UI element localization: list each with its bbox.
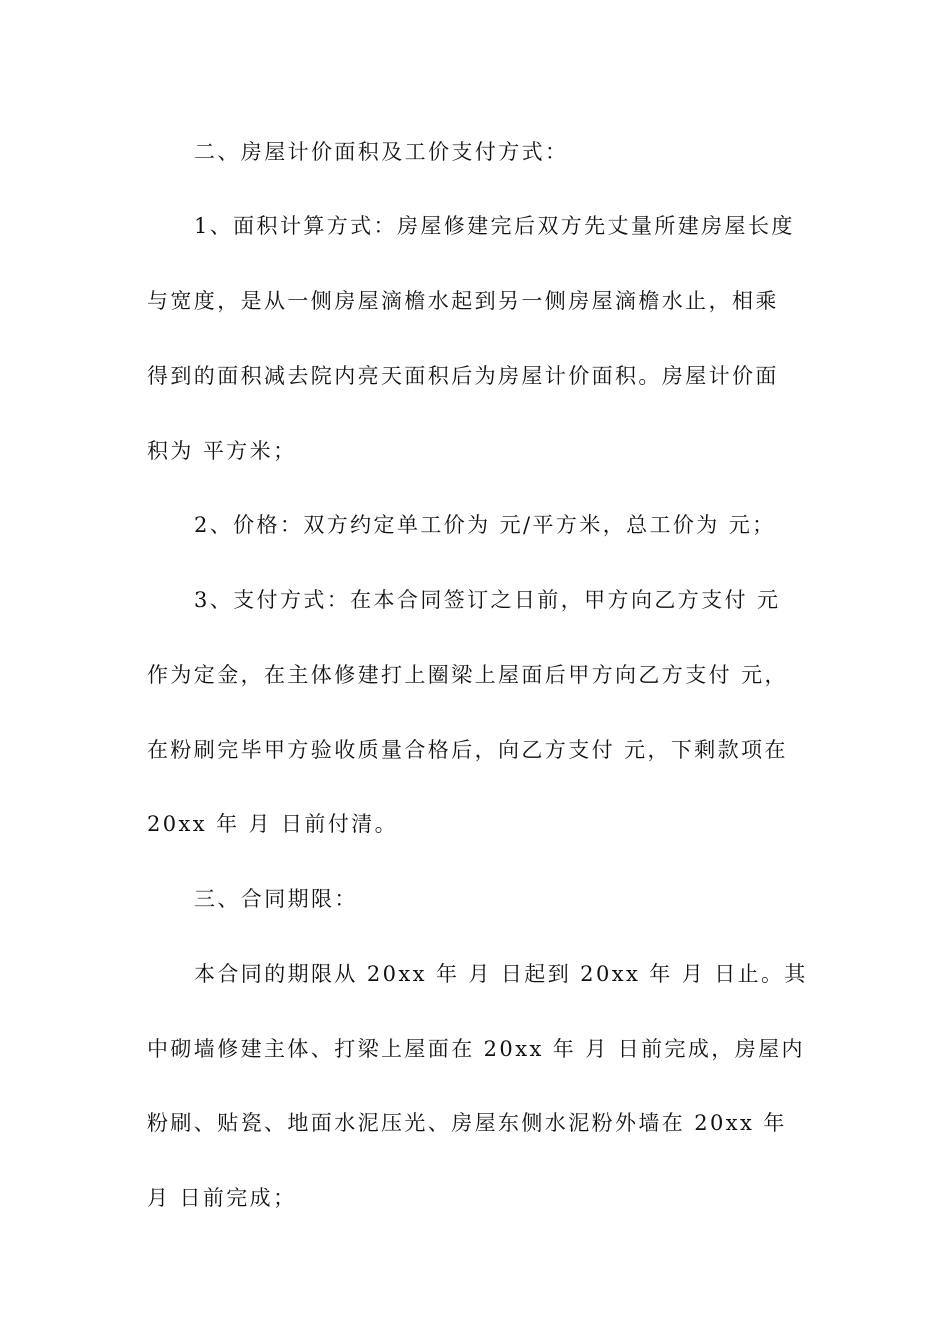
paragraph-line: 20xx 年 月 日前付清。 xyxy=(147,812,399,836)
paragraph-line: 得到的面积减去院内亮天面积后为房屋计价面积。房屋计价面 xyxy=(147,364,779,388)
paragraph-line: 在粉刷完毕甲方验收质量合格后，向乙方支付 元，下剩款项在 xyxy=(147,738,788,762)
paragraph-line: 积为 平方米； xyxy=(147,439,297,463)
paragraph-line: 中砌墙修建主体、打梁上屋面在 20xx 年 月 日前完成，房屋内 xyxy=(147,1037,805,1061)
paragraph-line: 作为定金，在主体修建打上圈梁上屋面后甲方向乙方支付 元， xyxy=(147,663,788,687)
paragraph-line: 2、价格：双方约定单工价为 元/平方米，总工价为 元； xyxy=(194,513,776,537)
section-heading-area-payment: 二、房屋计价面积及工价支付方式： xyxy=(194,140,569,164)
paragraph-line: 月 日前完成； xyxy=(147,1186,297,1210)
section-heading-contract-term: 三、合同期限： xyxy=(194,887,358,911)
paragraph-line: 1、面积计算方式：房屋修建完后双方先丈量所建房屋长度 xyxy=(194,214,795,238)
paragraph-line: 与宽度，是从一侧房屋滴檐水起到另一侧房屋滴檐水止，相乘 xyxy=(147,289,779,313)
paragraph-line: 粉刷、贴瓷、地面水泥压光、房屋东侧水泥粉外墙在 20xx 年 xyxy=(147,1111,787,1135)
paragraph-line: 3、支付方式：在本合同签订之日前，甲方向乙方支付 元 xyxy=(194,588,781,612)
paragraph-line: 本合同的期限从 20xx 年 月 日起到 20xx 年 月 日止。其 xyxy=(194,962,808,986)
